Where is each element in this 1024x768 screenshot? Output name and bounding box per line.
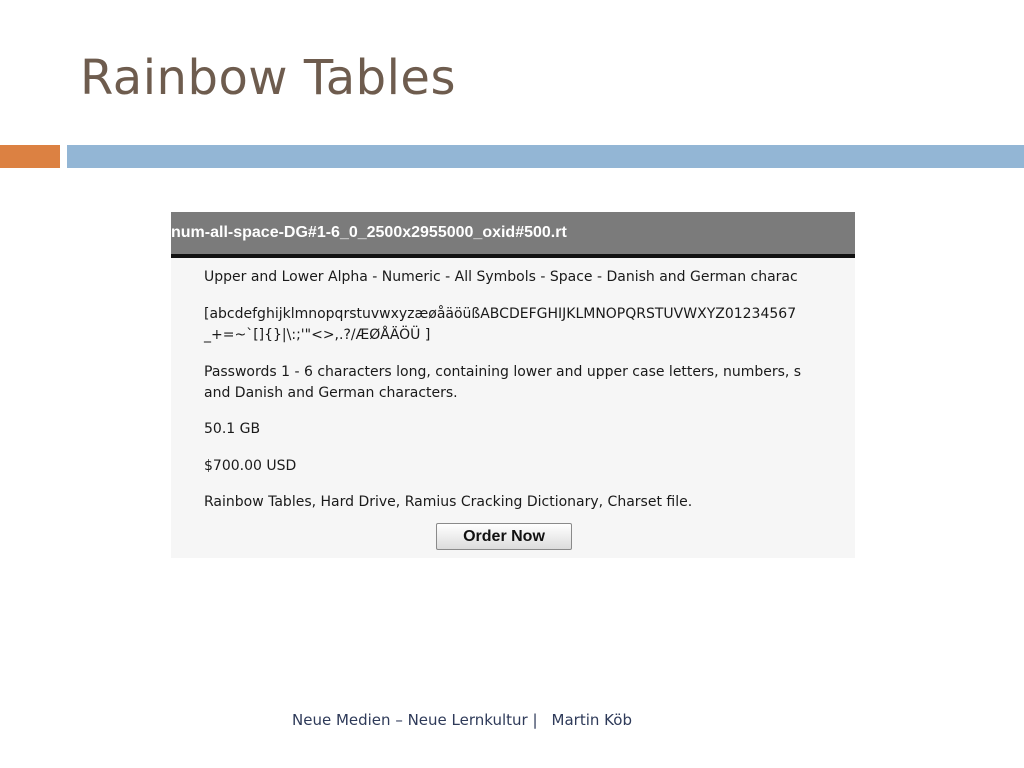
header-divider: [171, 254, 855, 258]
price: $700.00 USD: [204, 458, 297, 474]
description-line-1: Passwords 1 - 6 characters long, containing lower and upper case letters, numbers, s: [204, 364, 802, 380]
slide-footer: [292, 711, 632, 729]
includes: Rainbow Tables, Hard Drive, Ramius Cracking Dictionary, Charset file.: [204, 494, 693, 510]
description-line-2: and Danish and German characters.: [204, 385, 458, 401]
slide-title: Rainbow Tables: [80, 50, 456, 106]
table-size: 50.1 GB: [204, 421, 261, 437]
charset-line-2: _+=~`[]{}|\:;'"<>,.?/ÆØÅÄÖÜ ]: [204, 327, 431, 343]
product-screenshot: [171, 212, 855, 558]
footer-text: Neue Medien – Neue Lernkultur |: [292, 711, 538, 729]
accent-bar-orange: [0, 145, 60, 168]
charset-line-1: [abcdefghijklmnopqrstuvwxyzæøåäöüßABCDEFGHIJKLMNOPQRSTUVWXYZ01234567: [204, 306, 797, 322]
product-header: [171, 212, 855, 254]
footer-author: Martin Köb: [551, 711, 632, 729]
order-now-button[interactable]: Order Now: [436, 523, 572, 550]
charset-name: Upper and Lower Alpha - Numeric - All Symbols - Space - Danish and German charac: [204, 269, 798, 285]
product-filename: num-all-space-DG#1-6_0_2500x2955000_oxid#500.rt: [171, 224, 567, 241]
accent-bar-blue: [67, 145, 1024, 168]
